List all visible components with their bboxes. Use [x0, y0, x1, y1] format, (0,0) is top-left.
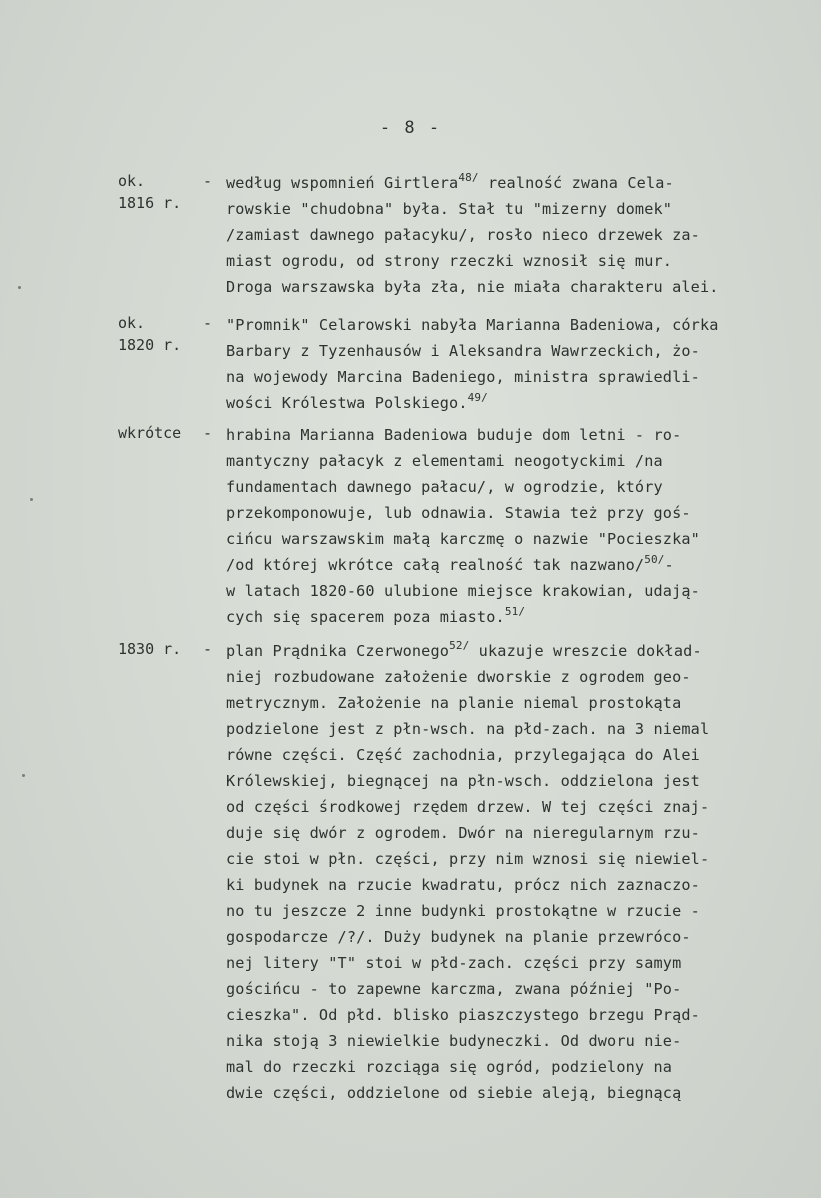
text-line	[226, 274, 786, 300]
margin-speck	[30, 498, 33, 501]
entry-dash: -	[203, 424, 213, 442]
entry-date-part: ok.	[118, 172, 146, 190]
line-text: na wojewody Marcina Badeniego, ministra sprawiedli-	[226, 368, 700, 386]
text-line	[226, 448, 786, 474]
text-line	[226, 794, 786, 820]
line-text: ki budynek na rzucie kwadratu, prócz nich zaznaczo-	[226, 876, 700, 894]
line-text: według wspomnień Girtlera	[226, 174, 459, 192]
margin-speck	[22, 774, 25, 777]
margin-speck	[18, 286, 21, 289]
text-line	[226, 1002, 786, 1028]
entry-date-part: ok.	[118, 314, 146, 332]
line-text: wości Królestwa Polskiego.	[226, 394, 468, 412]
line-text: no tu jeszcze 2 inne budynki prostokątne w rzucie -	[226, 902, 700, 920]
line-text: plan Prądnika Czerwonego	[226, 642, 450, 660]
text-line	[226, 500, 786, 526]
line-text: miast ogrodu, od strony rzeczki wznosił się mur.	[226, 252, 673, 270]
text-line	[226, 196, 786, 222]
text-line	[226, 742, 786, 768]
footnote-ref: 48/	[458, 171, 479, 184]
text-line	[226, 312, 786, 338]
line-text-continued: realność zwana Cela-	[478, 174, 674, 192]
line-text: fundamentach dawnego pałacu/, w ogrodzie, który	[226, 478, 663, 496]
entry-text	[226, 170, 786, 300]
text-line	[226, 170, 786, 196]
line-text: mantyczny pałacyk z elementami neogotyckimi /na	[226, 452, 663, 470]
text-line	[226, 1080, 786, 1106]
line-text: od części środkowej rzędem drzew. W tej części znaj-	[226, 798, 710, 816]
text-line	[226, 552, 786, 578]
text-line	[226, 474, 786, 500]
line-text: niej rozbudowane założenie dworskie z ogrodem geo-	[226, 668, 691, 686]
text-line	[226, 898, 786, 924]
entry-dash: -	[203, 172, 213, 190]
text-line	[226, 364, 786, 390]
entry-text	[226, 312, 786, 416]
text-line	[226, 1028, 786, 1054]
text-line	[226, 976, 786, 1002]
line-text: cych się spacerem poza miasto.	[226, 608, 505, 626]
line-text: w latach 1820-60 ulubione miejsce krakowian, udają-	[226, 582, 700, 600]
text-line	[226, 248, 786, 274]
text-line	[226, 768, 786, 794]
text-line	[226, 846, 786, 872]
text-line	[226, 604, 786, 630]
line-text: duje się dwór z ogrodem. Dwór na nieregularnym rzu-	[226, 824, 700, 842]
line-text: hrabina Marianna Badeniowa buduje dom letni - ro-	[226, 426, 682, 444]
entry-text	[226, 638, 786, 1106]
line-text: cieszka". Od płd. blisko piaszczystego brzegu Prąd-	[226, 1006, 700, 1024]
line-text: Królewskiej, biegnącej na płn-wsch. oddzielona jest	[226, 772, 700, 790]
line-text-continued: ukazuje wreszcie dokład-	[469, 642, 702, 660]
entry-date	[118, 170, 208, 214]
text-line	[226, 390, 786, 416]
entry-text	[226, 422, 786, 630]
text-line	[226, 222, 786, 248]
line-text: rowskie "chudobna" była. Stał tu "mizerny domek"	[226, 200, 673, 218]
entry-date-part: 1830 r.	[118, 640, 182, 658]
line-text: /zamiast dawnego pałacyku/, rosło nieco drzewek za-	[226, 226, 700, 244]
line-text: Droga warszawska była zła, nie miała charakteru alei.	[226, 278, 719, 296]
entry-dash: -	[203, 314, 213, 332]
text-line	[226, 422, 786, 448]
text-line	[226, 664, 786, 690]
text-line	[226, 638, 786, 664]
line-text-continued: -	[664, 556, 674, 574]
line-text: gościńcu - to zapewne karczma, zwana później "Po-	[226, 980, 682, 998]
footnote-ref: 52/	[449, 639, 470, 652]
line-text: podzielone jest z płn-wsch. na płd-zach. na 3 niemal	[226, 720, 710, 738]
entry-date	[118, 638, 208, 660]
entry-date-part: 1820 r.	[118, 336, 182, 354]
entry-date-part: 1816 r.	[118, 194, 182, 212]
footnote-ref: 50/	[644, 553, 665, 566]
line-text: metrycznym. Założenie na planie niemal prostokąta	[226, 694, 682, 712]
entry-date	[118, 312, 208, 356]
text-line	[226, 526, 786, 552]
text-line	[226, 338, 786, 364]
text-line	[226, 1054, 786, 1080]
entry-date-part: wkrótce	[118, 424, 182, 442]
page-number: - 8 -	[379, 118, 442, 138]
footnote-ref: 49/	[467, 391, 488, 404]
entry-date	[118, 422, 208, 444]
entry-dash: -	[203, 640, 213, 658]
line-text: Barbary z Tyzenhausów i Aleksandra Wawrzeckich, żo-	[226, 342, 700, 360]
text-line	[226, 950, 786, 976]
line-text: nej litery "T" stoi w płd-zach. części przy samym	[226, 954, 682, 972]
line-text: gospodarcze /?/. Duży budynek na planie przewróco-	[226, 928, 691, 946]
line-text: cie stoi w płn. części, przy nim wznosi się niewiel-	[226, 850, 710, 868]
line-text: /od której wkrótce całą realność tak nazwano/	[226, 556, 645, 574]
line-text: dwie części, oddzielone od siebie aleją, biegnącą	[226, 1084, 682, 1102]
text-line	[226, 820, 786, 846]
line-text: cińcu warszawskim małą karczmę o nazwie "Pocieszka"	[226, 530, 700, 548]
text-line	[226, 716, 786, 742]
line-text: nika stoją 3 niewielkie budyneczki. Od dworu nie-	[226, 1032, 682, 1050]
text-line	[226, 690, 786, 716]
line-text: przekomponowuje, lub odnawia. Stawia też przy goś-	[226, 504, 691, 522]
line-text: równe części. Część zachodnia, przylegająca do Alei	[226, 746, 700, 764]
text-line	[226, 872, 786, 898]
text-line	[226, 924, 786, 950]
text-line	[226, 578, 786, 604]
footnote-ref: 51/	[504, 605, 526, 618]
line-text: "Promnik" Celarowski nabyła Marianna Badeniowa, córka	[226, 316, 719, 334]
line-text: mal do rzeczki rozciąga się ogród, podzielony na	[226, 1058, 673, 1076]
